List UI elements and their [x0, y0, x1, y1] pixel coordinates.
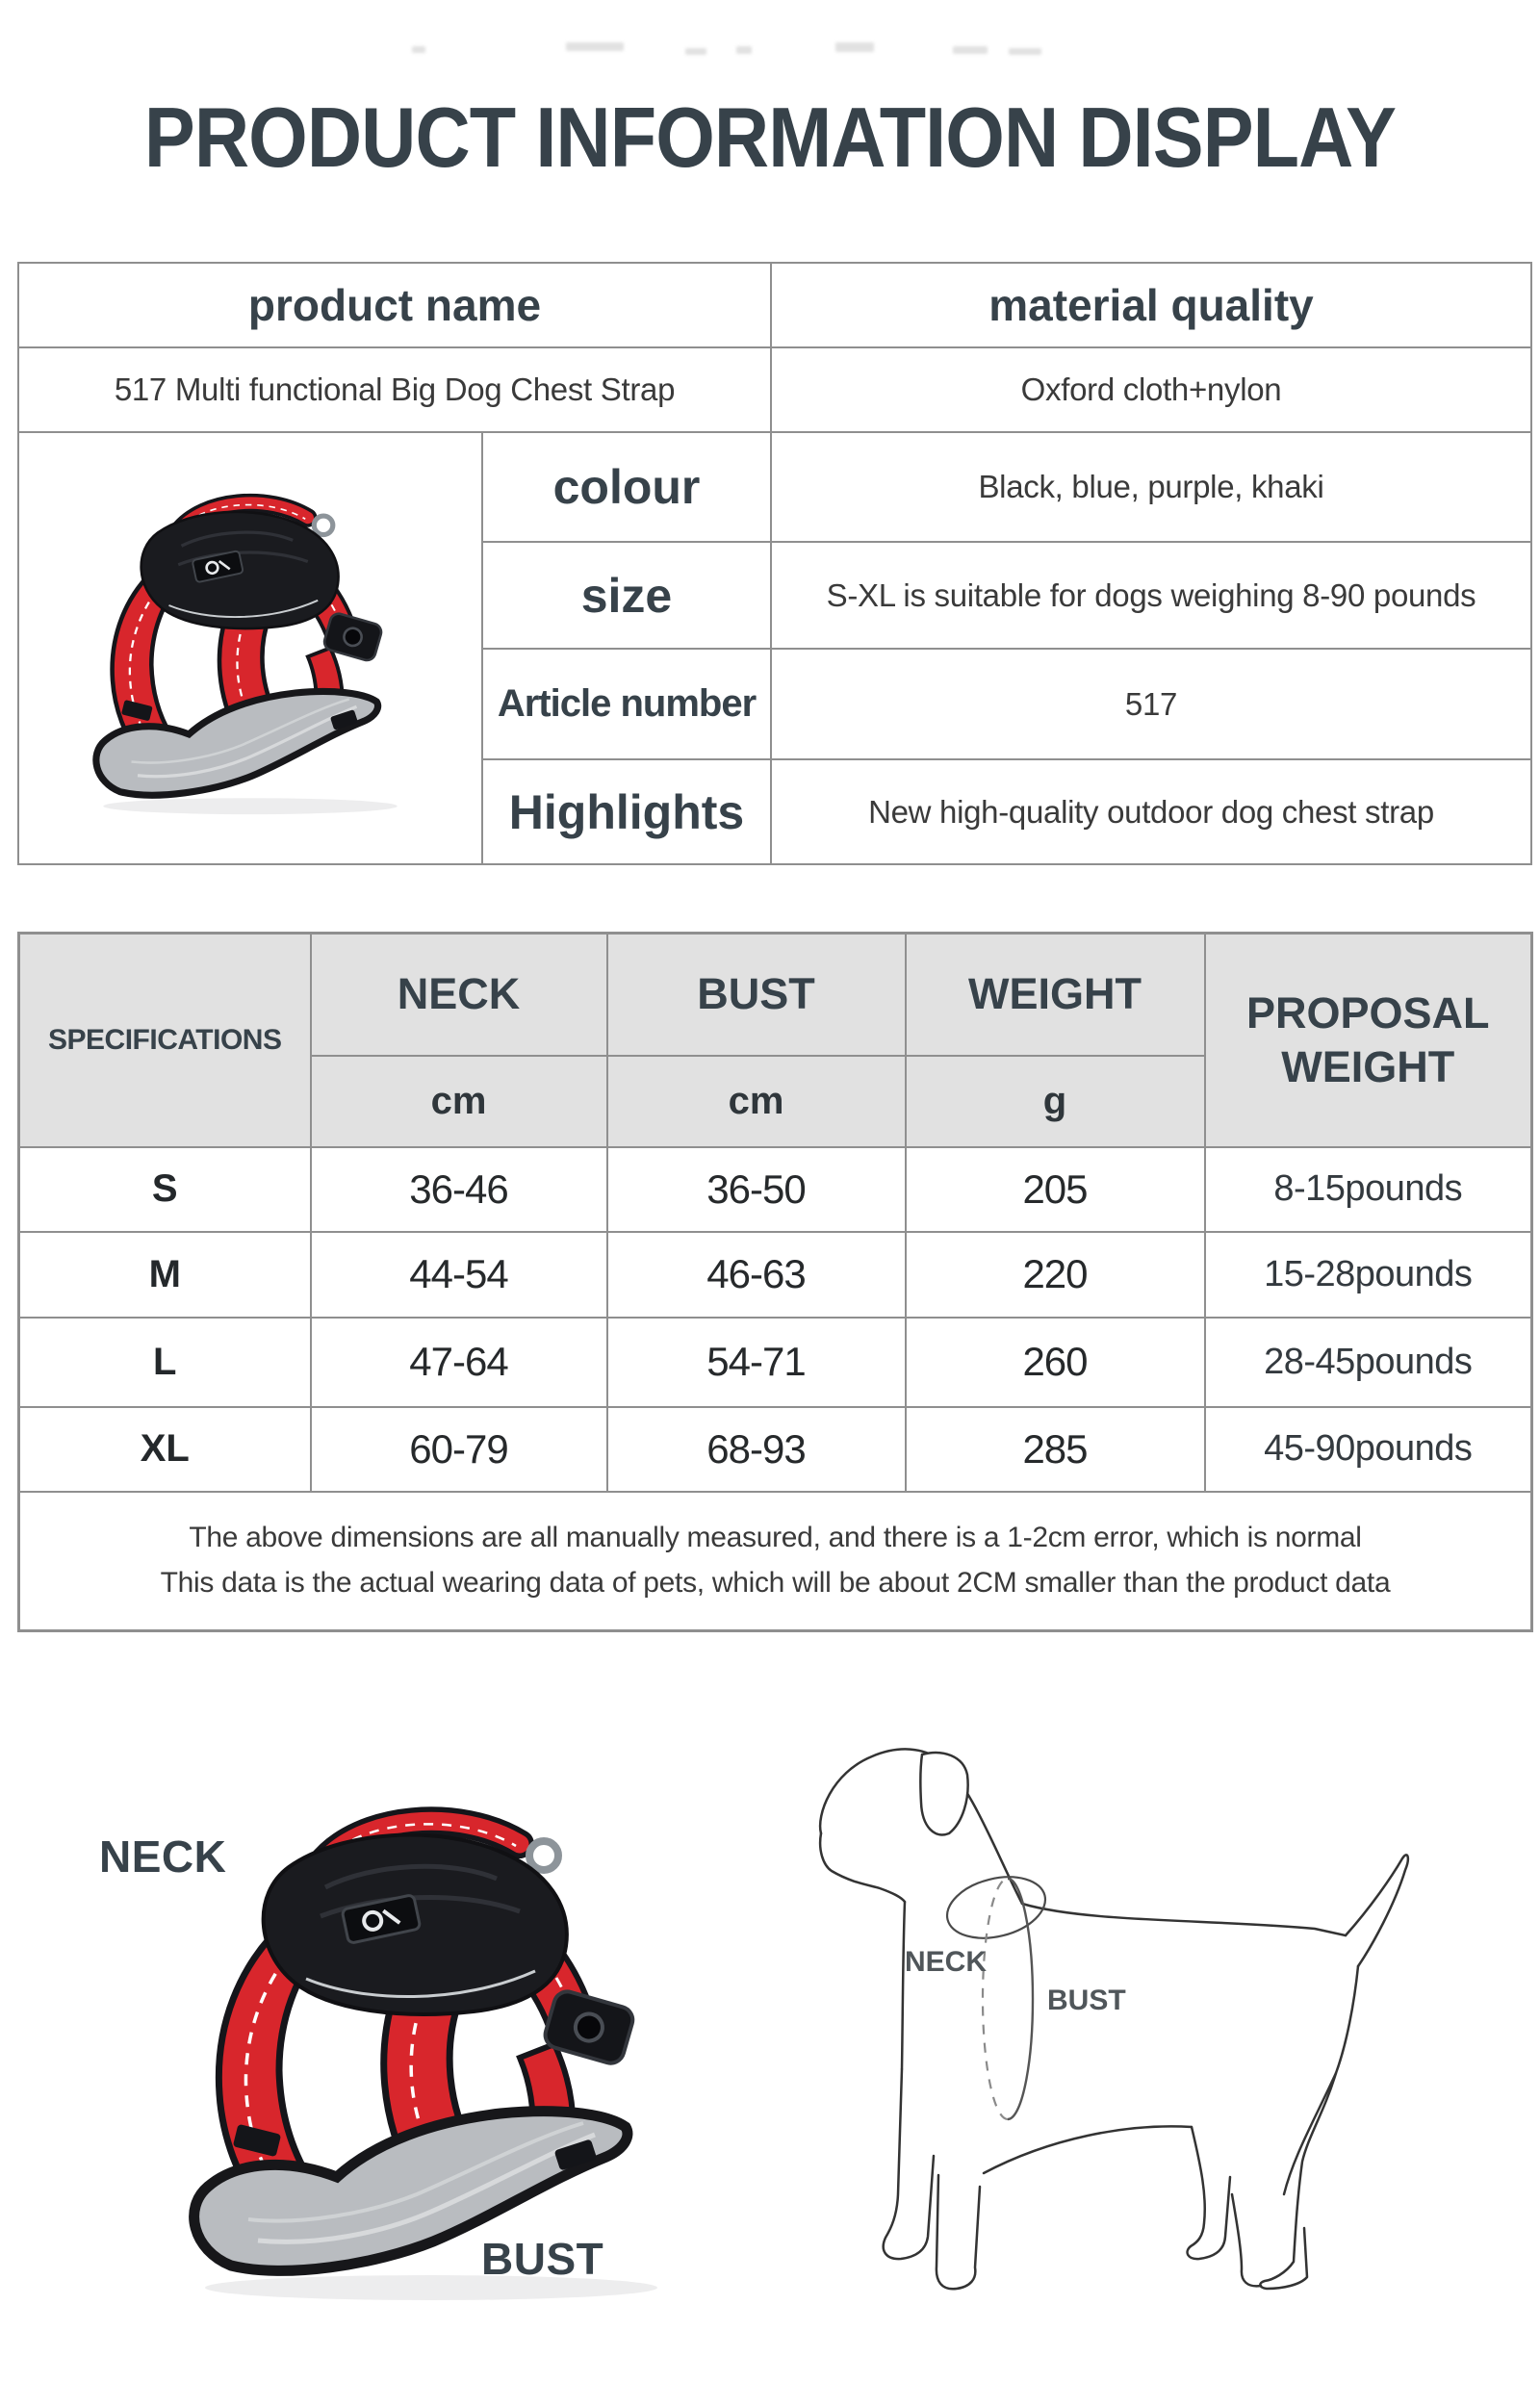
table-row-size-m [19, 1232, 1532, 1318]
dog-outline [820, 1749, 1408, 2289]
size-l-neck: 47-64 [311, 1318, 607, 1407]
size-xl-proposal-weight: 45-90pounds [1205, 1407, 1532, 1492]
table-row [18, 347, 1531, 432]
size-l-label: L [19, 1318, 311, 1407]
jpeg-artifact [736, 46, 752, 54]
dog-neck-label: NECK [905, 1946, 988, 1978]
neck-measure-label: NECK [99, 1831, 227, 1882]
jpeg-artifact [953, 46, 988, 54]
table-row [18, 263, 1531, 347]
size-xl-neck: 60-79 [311, 1407, 607, 1492]
jpeg-artifact [835, 42, 874, 52]
material-quality-header: material quality [771, 263, 1531, 347]
product-photo-cell [18, 432, 482, 864]
size-s-proposal-weight: 8-15pounds [1205, 1147, 1532, 1232]
size-xl-bust: 68-93 [607, 1407, 906, 1492]
table-note-row [19, 1492, 1532, 1631]
neck-column-header: NECK [311, 934, 607, 1056]
size-m-proposal-weight: 15-28pounds [1205, 1232, 1532, 1318]
jpeg-artifact [412, 46, 425, 53]
weight-unit-header: g [906, 1056, 1205, 1147]
size-label: size [482, 542, 771, 649]
colour-label: colour [482, 432, 771, 542]
size-m-bust: 46-63 [607, 1232, 906, 1318]
dog-ear [920, 1753, 967, 1834]
bust-girth-ellipse-solid [1008, 1879, 1033, 2119]
harness-product-photo [63, 493, 438, 818]
article-number-label: Article number [482, 649, 771, 759]
weight-column-header: WEIGHT [906, 934, 1205, 1056]
neck-unit-header: cm [311, 1056, 607, 1147]
size-s-neck: 36-46 [311, 1147, 607, 1232]
dog-bust-label: BUST [1047, 1985, 1126, 2016]
jpeg-artifact [685, 48, 706, 55]
bust-girth-ellipse-dashed [983, 1879, 1008, 2119]
size-m-weight: 220 [906, 1232, 1205, 1318]
colour-value: Black, blue, purple, khaki [771, 432, 1531, 542]
proposal-weight-header: PROPOSAL WEIGHT [1205, 934, 1532, 1147]
highlights-label: Highlights [482, 759, 771, 864]
jpeg-artifact [1009, 48, 1041, 55]
size-l-weight: 260 [906, 1318, 1205, 1407]
table-row-size-xl [19, 1407, 1532, 1492]
size-s-bust: 36-50 [607, 1147, 906, 1232]
bust-measure-label: BUST [481, 2234, 604, 2284]
highlights-value: New high-quality outdoor dog chest strap [771, 759, 1531, 864]
product-info-table [17, 262, 1532, 865]
size-l-bust: 54-71 [607, 1318, 906, 1407]
size-l-proposal-weight: 28-45pounds [1205, 1318, 1532, 1407]
table-row-size-s [19, 1147, 1532, 1232]
size-chart-table [17, 932, 1533, 1632]
table-header-row [19, 934, 1532, 1056]
measurement-note-cell [19, 1492, 1532, 1631]
size-xl-label: XL [19, 1407, 311, 1492]
jpeg-artifact [566, 42, 624, 51]
bust-unit-header: cm [607, 1056, 906, 1147]
measurement-note-line1: The above dimensions are all manually measured, and there is a 1-2cm error, which is normal [189, 1522, 1362, 1554]
table-row-size-l [19, 1318, 1532, 1407]
size-m-neck: 44-54 [311, 1232, 607, 1318]
table-row [18, 432, 1531, 542]
product-name-value: 517 Multi functional Big Dog Chest Strap [18, 347, 771, 432]
dog-measurement-diagram [780, 1742, 1434, 2319]
harness-measure-photo [142, 1806, 720, 2306]
article-number-value: 517 [771, 649, 1531, 759]
specifications-header: SPECIFICATIONS [19, 934, 311, 1147]
size-s-label: S [19, 1147, 311, 1232]
product-name-header: product name [18, 263, 771, 347]
page-title: PRODUCT INFORMATION DISPLAY [143, 90, 1397, 185]
size-value: S-XL is suitable for dogs weighing 8-90 pounds [771, 542, 1531, 649]
bust-column-header: BUST [607, 934, 906, 1056]
size-s-weight: 205 [906, 1147, 1205, 1232]
measurement-note-line2: This data is the actual wearing data of pets, which will be about 2CM smaller than the product data [160, 1566, 1391, 1599]
size-xl-weight: 285 [906, 1407, 1205, 1492]
size-m-label: M [19, 1232, 311, 1318]
material-quality-value: Oxford cloth+nylon [771, 347, 1531, 432]
